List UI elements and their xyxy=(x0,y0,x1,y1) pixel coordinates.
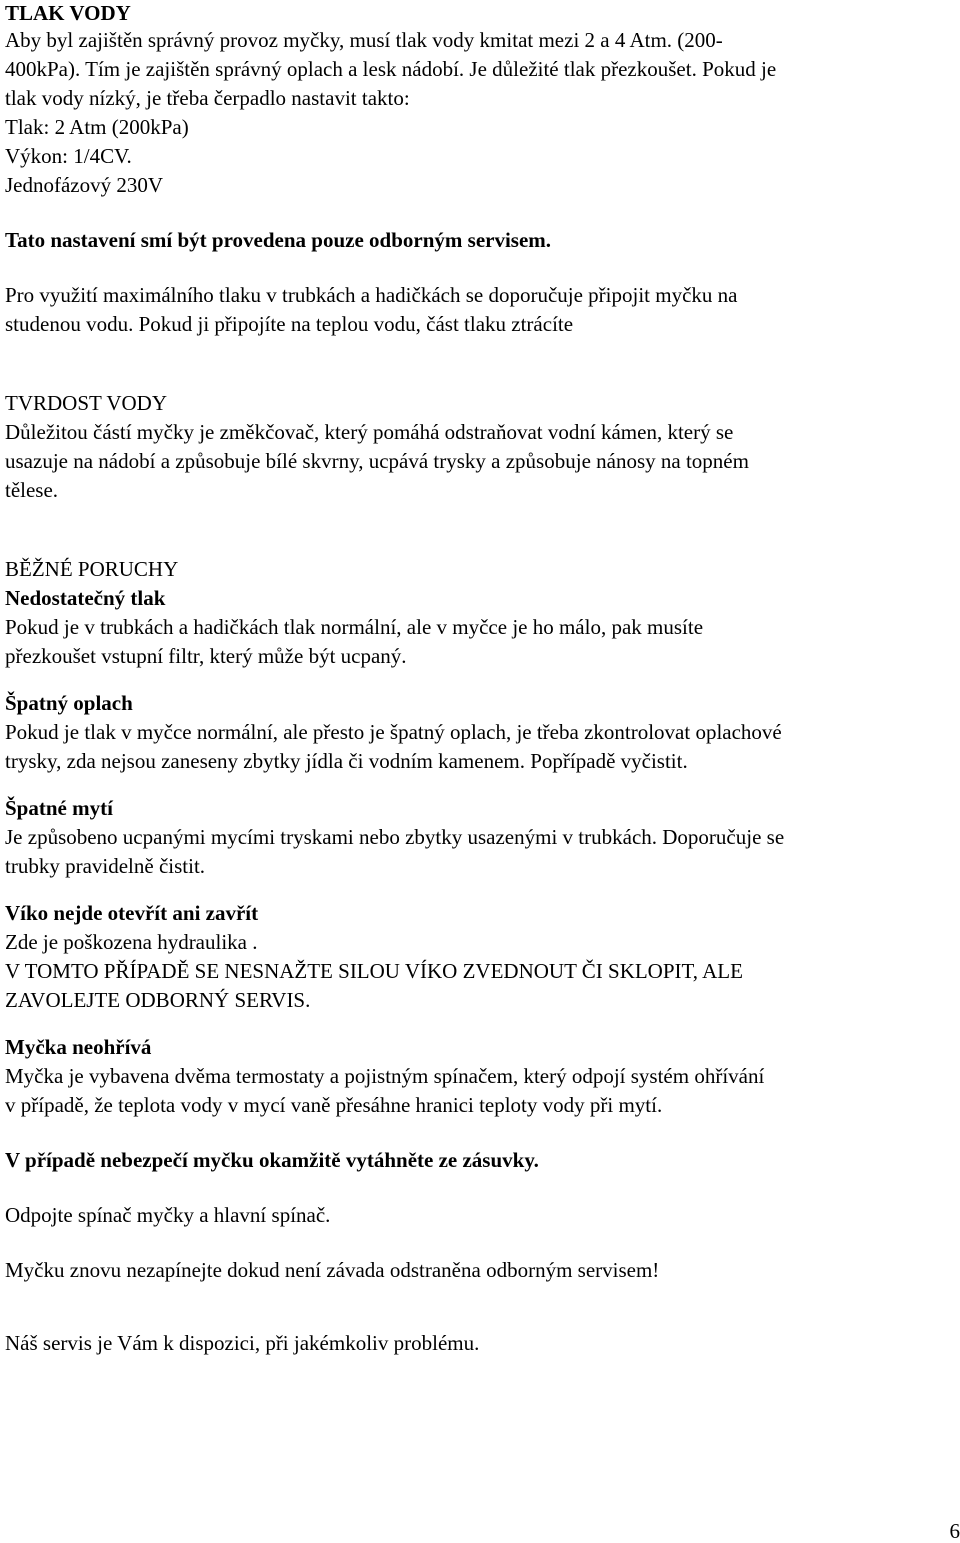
fault-heading-low-pressure: Nedostatečný tlak xyxy=(5,586,166,610)
fault-text-line: Myčka je vybavena dvěma termostaty a pojistným spínačem, který odpojí systém ohřívání xyxy=(5,1064,765,1088)
pressure-line-5: Výkon: 1/4CV. xyxy=(5,144,132,168)
fault-heading-no-heating: Myčka neohřívá xyxy=(5,1035,152,1059)
hardness-line-1: Důležitou částí myčky je změkčovač, který pomáhá odstraňovat vodní kámen, který se xyxy=(5,420,734,444)
hardness-line-3: tělese. xyxy=(5,478,59,502)
page-number: 6 xyxy=(949,1519,960,1543)
fault-text-line: trubky pravidelně čistit. xyxy=(5,854,206,878)
fault-heading-bad-rinse: Špatný oplach xyxy=(5,691,133,715)
fault-text-line: trysky, zda nejsou zaneseny zbytky jídla či vodním kamenem. Popřípadě vyčistit. xyxy=(5,749,688,773)
fault-text-line: Pokud je v trubkách a hadičkách tlak normální, ale v myčce je ho málo, pak musíte xyxy=(5,615,704,639)
pressure-warning: Tato nastavení smí být provedena pouze odborným servisem. xyxy=(5,228,552,252)
fault-text-line: Zde je poškozena hydraulika . xyxy=(5,930,258,954)
document-page xyxy=(5,0,950,1358)
pressure-note-line-1: Pro využití maximálního tlaku v trubkách a hadičkách se doporučuje připojit myčku na xyxy=(5,283,738,307)
pressure-line-3: tlak vody nízký, je třeba čerpadlo nastavit takto: xyxy=(5,86,410,110)
fault-text-line: přezkoušet vstupní filtr, který může být ucpaný. xyxy=(5,644,407,668)
hardness-line-2: usazuje na nádobí a způsobuje bílé skvrny, ucpává trysky a způsobuje nánosy na topném xyxy=(5,449,749,473)
danger-heading: V případě nebezpečí myčku okamžitě vytáhněte ze zásuvky. xyxy=(5,1148,539,1172)
fault-text-line: V TOMTO PŘÍPADĚ SE NESNAŽTE SILOU VÍKO ZVEDNOUT ČI SKLOPIT, ALE xyxy=(5,959,743,983)
pressure-line-4: Tlak: 2 Atm (200kPa) xyxy=(5,115,189,139)
fault-heading-bad-wash: Špatné mytí xyxy=(5,796,113,820)
section-title-pressure: TLAK VODY xyxy=(5,1,131,25)
fault-text-line: ZAVOLEJTE ODBORNÝ SERVIS. xyxy=(5,988,311,1012)
section-title-hardness: TVRDOST VODY xyxy=(5,391,167,415)
danger-instruction-2: Myčku znovu nezapínejte dokud není závada odstraněna odborným servisem! xyxy=(5,1258,660,1282)
pressure-line-2: 400kPa). Tím je zajištěn správný oplach a lesk nádobí. Je důležité tlak přezkoušet. Pokud je xyxy=(5,57,777,81)
pressure-line-1: Aby byl zajištěn správný provoz myčky, musí tlak vody kmitat mezi 2 a 4 Atm. (200- xyxy=(5,28,723,52)
fault-text-line: Je způsobeno ucpanými mycími tryskami nebo zbytky usazenými v trubkách. Doporučuje se xyxy=(5,825,785,849)
fault-heading-lid: Víko nejde otevřít ani zavřít xyxy=(5,901,259,925)
danger-instruction-1: Odpojte spínač myčky a hlavní spínač. xyxy=(5,1203,331,1227)
section-title-faults: BĚŽNÉ PORUCHY xyxy=(5,557,179,581)
fault-text-line: Pokud je tlak v myčce normální, ale přesto je špatný oplach, je třeba zkontrolovat oplachové xyxy=(5,720,782,744)
pressure-line-6: Jednofázový 230V xyxy=(5,173,164,197)
pressure-note-line-2: studenou vodu. Pokud ji připojíte na teplou vodu, část tlaku ztrácíte xyxy=(5,312,574,336)
fault-text-line: v případě, že teplota vody v mycí vaně přesáhne hranici teploty vody při mytí. xyxy=(5,1093,663,1117)
closing-text: Náš servis je Vám k dispozici, při jakémkoliv problému. xyxy=(5,1331,480,1355)
